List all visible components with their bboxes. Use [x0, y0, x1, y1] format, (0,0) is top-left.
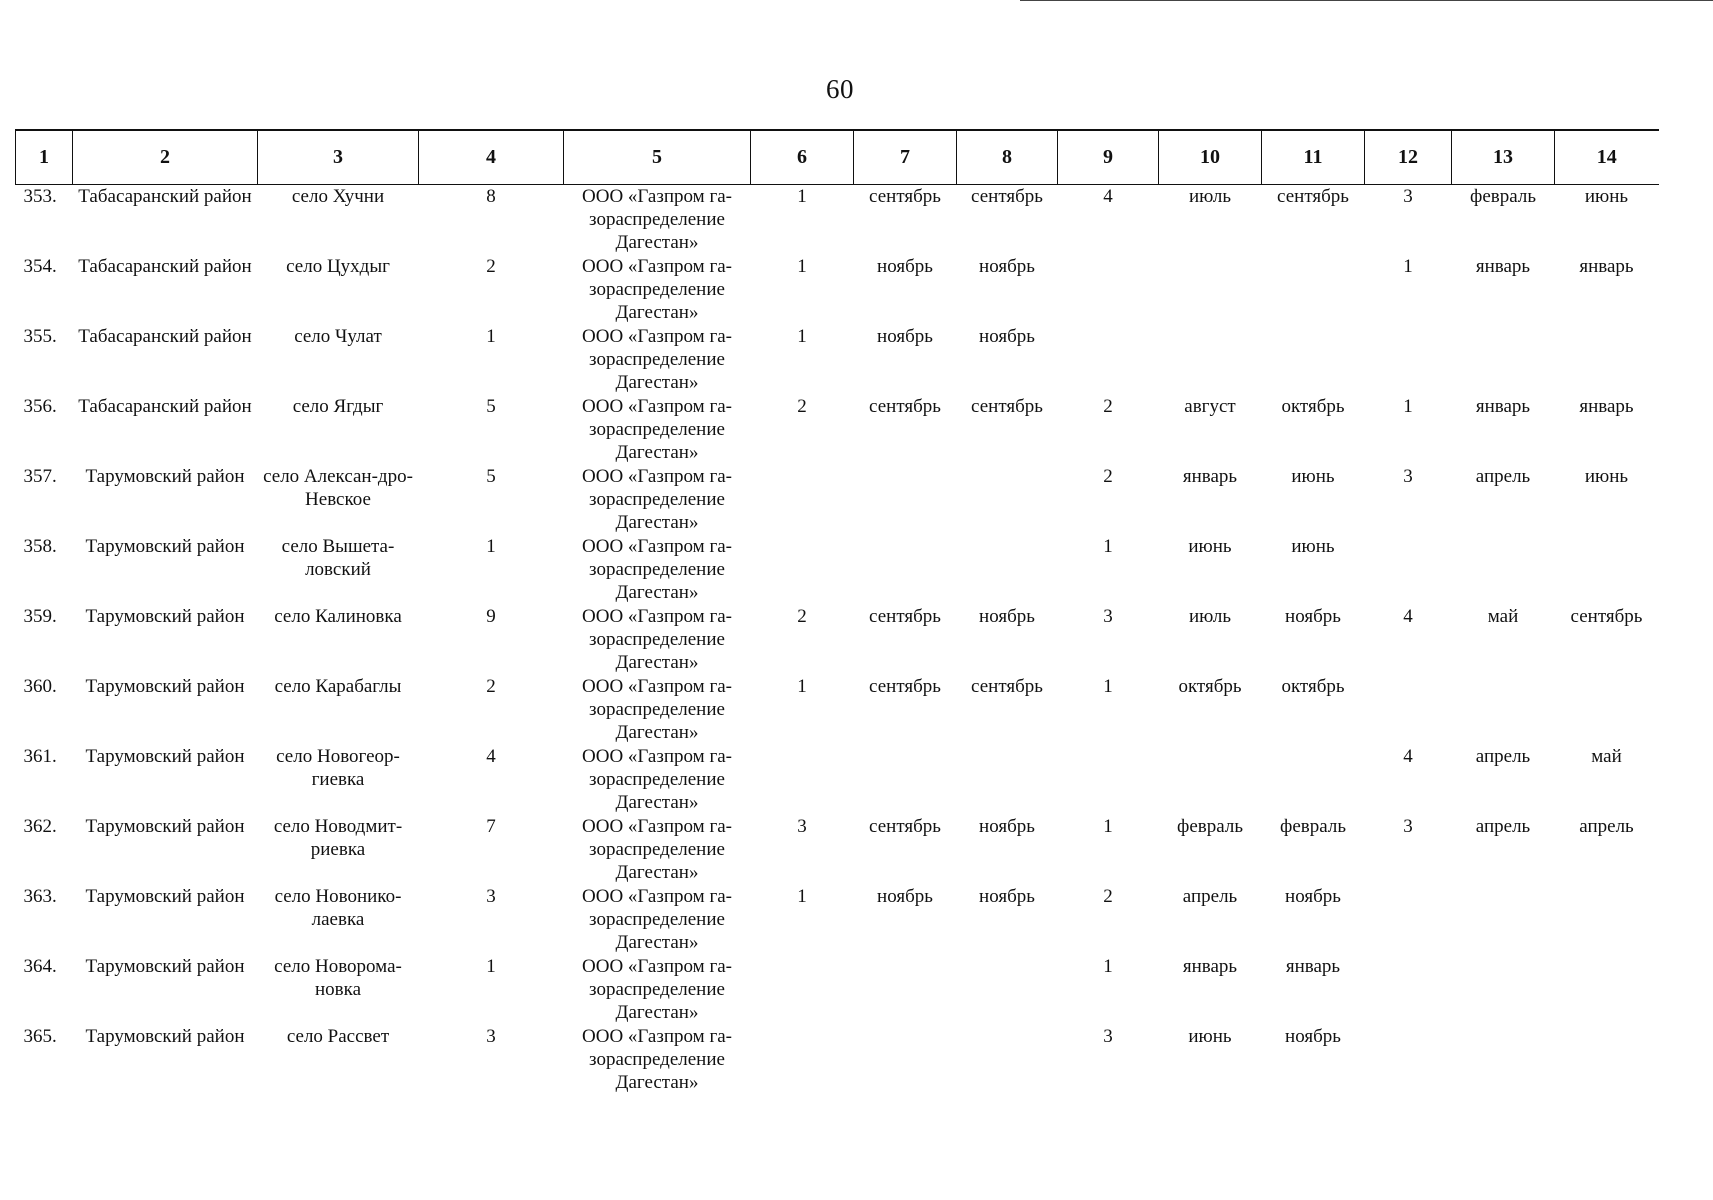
schedule-cell-c9	[1058, 255, 1159, 325]
count-cell: 1	[486, 956, 496, 977]
schedule-cell-c8: ноябрь	[979, 886, 1035, 907]
count-cell: 3	[486, 1026, 496, 1047]
settlement-cell: село Новорома-новка	[274, 956, 402, 1000]
schedule-cell-c14	[1555, 1025, 1659, 1095]
organization-line: зораспределение	[589, 909, 725, 930]
settlement-cell: село Новогеор-гиевка	[276, 746, 400, 790]
organization-line: ООО «Газпром га-	[582, 606, 732, 627]
schedule-cell-c9	[1058, 745, 1159, 815]
organization-line: ООО «Газпром га-	[582, 466, 732, 487]
schedule-cell-c12: 3	[1403, 466, 1413, 487]
schedule-cell-c10: июнь	[1188, 536, 1232, 557]
schedule-cell-c14: июнь	[1584, 466, 1629, 487]
schedule-cell-c13	[1452, 325, 1555, 395]
organization-cell	[564, 675, 751, 745]
schedule-cell-c12: 3	[1403, 186, 1413, 207]
count-cell: 1	[486, 536, 496, 557]
district-cell: Табасаранский район	[78, 326, 252, 347]
organization-cell	[564, 465, 751, 535]
schedule-cell-c7	[854, 465, 957, 535]
schedule-cell-c10: октябрь	[1178, 676, 1242, 697]
organization-line: зораспределение	[589, 279, 725, 300]
schedule-cell-c8	[957, 1025, 1058, 1095]
schedule-cell-c6	[751, 535, 854, 605]
district-cell: Тарумовский район	[85, 676, 245, 697]
schedule-cell-c12	[1365, 535, 1452, 605]
organization-line: зораспределение	[589, 559, 725, 580]
schedule-cell-c9: 2	[1103, 466, 1113, 487]
page-number: 60	[826, 74, 854, 104]
row-number-cell: 355.	[23, 326, 57, 347]
schedule-cell-c11	[1262, 255, 1365, 325]
table-row	[16, 745, 1659, 815]
column-header: 5	[564, 130, 751, 185]
schedule-cell-c14	[1555, 535, 1659, 605]
schedule-cell-c7	[854, 535, 957, 605]
schedule-cell-c11	[1262, 745, 1365, 815]
schedule-cell-c6: 2	[797, 606, 807, 627]
organization-line: зораспределение	[589, 839, 725, 860]
organization-line: зораспределение	[589, 489, 725, 510]
schedule-cell-c10	[1159, 325, 1262, 395]
top-rule	[1020, 0, 1713, 1]
organization-line: Дагестан»	[615, 932, 699, 953]
schedule-cell-c10: июль	[1188, 186, 1232, 207]
table-row	[16, 185, 1659, 256]
district-cell: Тарумовский район	[85, 956, 245, 977]
organization-line: ООО «Газпром га-	[582, 886, 732, 907]
row-number-cell: 357.	[23, 466, 57, 487]
row-number-cell: 364.	[23, 956, 57, 977]
schedule-cell-c8: ноябрь	[979, 816, 1035, 837]
schedule-cell-c13: май	[1487, 606, 1519, 627]
schedule-cell-c11: ноябрь	[1285, 1026, 1341, 1047]
count-cell: 9	[486, 606, 496, 627]
schedule-cell-c12	[1365, 675, 1452, 745]
table-row	[16, 815, 1659, 885]
organization-line: зораспределение	[589, 699, 725, 720]
row-number-cell: 356.	[23, 396, 57, 417]
schedule-cell-c9	[1058, 325, 1159, 395]
schedule-cell-c13: апрель	[1475, 816, 1531, 837]
organization-line: Дагестан»	[615, 862, 699, 883]
schedule-cell-c6: 2	[797, 396, 807, 417]
column-header: 7	[854, 130, 957, 185]
organization-cell	[564, 815, 751, 885]
schedule-cell-c8	[957, 535, 1058, 605]
schedule-cell-c6	[751, 1025, 854, 1095]
schedule-cell-c9: 3	[1103, 1026, 1113, 1047]
organization-line: зораспределение	[589, 419, 725, 440]
schedule-cell-c11	[1262, 325, 1365, 395]
schedule-cell-c9: 3	[1103, 606, 1113, 627]
schedule-cell-c12: 4	[1403, 606, 1413, 627]
schedule-cell-c13	[1452, 1025, 1555, 1095]
schedule-cell-c12: 1	[1403, 396, 1413, 417]
table-row	[16, 955, 1659, 1025]
schedule-cell-c12: 4	[1403, 746, 1413, 767]
schedule-cell-c6	[751, 955, 854, 1025]
district-cell: Тарумовский район	[85, 886, 245, 907]
organization-line: Дагестан»	[615, 302, 699, 323]
schedule-cell-c6	[751, 745, 854, 815]
schedule-cell-c6: 1	[797, 256, 807, 277]
settlement-cell: село Новодмит-риевка	[273, 816, 403, 860]
organization-cell	[564, 955, 751, 1025]
schedule-cell-c8: ноябрь	[979, 256, 1035, 277]
organization-line: Дагестан»	[615, 1072, 699, 1093]
column-header: 14	[1555, 130, 1659, 185]
organization-line: зораспределение	[589, 349, 725, 370]
organization-line: Дагестан»	[615, 722, 699, 743]
schedule-cell-c13: январь	[1475, 396, 1531, 417]
organization-line: Дагестан»	[615, 232, 699, 253]
column-header: 12	[1365, 130, 1452, 185]
schedule-cell-c11: октябрь	[1281, 676, 1345, 697]
schedule-cell-c12	[1365, 955, 1452, 1025]
schedule-cell-c11: сентябрь	[1277, 186, 1349, 207]
schedule-cell-c9: 2	[1103, 886, 1113, 907]
settlement-cell: село Чулат	[294, 326, 382, 347]
settlement-cell: село Хучни	[291, 186, 385, 207]
schedule-cell-c8: сентябрь	[971, 396, 1043, 417]
organization-line: ООО «Газпром га-	[582, 396, 732, 417]
schedule-table	[15, 129, 1659, 1095]
organization-line: Дагестан»	[615, 582, 699, 603]
column-header: 3	[258, 130, 419, 185]
table-row	[16, 885, 1659, 955]
schedule-cell-c14: январь	[1579, 396, 1634, 417]
schedule-cell-c14: сентябрь	[1570, 606, 1643, 627]
schedule-cell-c14: май	[1591, 746, 1622, 767]
organization-line: Дагестан»	[615, 1002, 699, 1023]
row-number-cell: 353.	[23, 186, 57, 207]
table-row	[16, 535, 1659, 605]
settlement-cell: село Калиновка	[274, 606, 402, 627]
table-row	[16, 325, 1659, 395]
schedule-cell-c6: 1	[797, 886, 807, 907]
schedule-cell-c10	[1159, 255, 1262, 325]
table-row	[16, 1025, 1659, 1095]
organization-line: зораспределение	[589, 979, 725, 1000]
schedule-cell-c10: январь	[1182, 956, 1238, 977]
table-row	[16, 465, 1659, 535]
organization-line: ООО «Газпром га-	[582, 1026, 732, 1047]
organization-line: Дагестан»	[615, 372, 699, 393]
schedule-cell-c12: 1	[1403, 256, 1413, 277]
schedule-cell-c11: январь	[1285, 956, 1341, 977]
district-cell: Табасаранский район	[78, 186, 252, 207]
organization-line: Дагестан»	[615, 652, 699, 673]
organization-line: Дагестан»	[615, 442, 699, 463]
district-cell: Тарумовский район	[85, 816, 245, 837]
schedule-cell-c6: 3	[797, 816, 807, 837]
schedule-cell-c11: июнь	[1291, 536, 1335, 557]
organization-line: ООО «Газпром га-	[582, 746, 732, 767]
table-header-row	[16, 130, 1659, 185]
schedule-cell-c10	[1159, 745, 1262, 815]
schedule-cell-c12	[1365, 885, 1452, 955]
schedule-cell-c7: ноябрь	[877, 256, 933, 277]
schedule-cell-c13	[1452, 955, 1555, 1025]
column-header: 1	[16, 130, 73, 185]
schedule-cell-c7	[854, 1025, 957, 1095]
organization-line: зораспределение	[589, 629, 725, 650]
schedule-cell-c14	[1555, 675, 1659, 745]
organization-cell	[564, 535, 751, 605]
count-cell: 2	[486, 676, 496, 697]
schedule-cell-c10: январь	[1182, 466, 1238, 487]
schedule-cell-c11: ноябрь	[1285, 886, 1341, 907]
schedule-cell-c9: 1	[1103, 676, 1113, 697]
settlement-cell: село Алексан-дро-Невское	[263, 466, 413, 510]
column-header: 2	[73, 130, 258, 185]
schedule-cell-c13: апрель	[1475, 746, 1531, 767]
schedule-cell-c10: апрель	[1182, 886, 1238, 907]
organization-line: Дагестан»	[615, 512, 699, 533]
row-number-cell: 358.	[23, 536, 57, 557]
settlement-cell: село Вышета-ловский	[281, 536, 395, 580]
organization-line: зораспределение	[589, 769, 725, 790]
organization-cell	[564, 885, 751, 955]
row-number-cell: 365.	[23, 1026, 57, 1047]
schedule-cell-c8	[957, 745, 1058, 815]
schedule-cell-c14: июнь	[1584, 186, 1629, 207]
schedule-cell-c12	[1365, 325, 1452, 395]
schedule-cell-c13: апрель	[1475, 466, 1531, 487]
table-row	[16, 255, 1659, 325]
district-cell: Тарумовский район	[85, 746, 245, 767]
district-cell: Тарумовский район	[85, 466, 245, 487]
schedule-cell-c8: сентябрь	[971, 676, 1043, 697]
organization-cell	[564, 605, 751, 675]
count-cell: 7	[486, 816, 496, 837]
organization-line: ООО «Газпром га-	[582, 536, 732, 557]
organization-cell	[564, 745, 751, 815]
schedule-cell-c13	[1452, 885, 1555, 955]
column-header: 6	[751, 130, 854, 185]
schedule-cell-c14	[1555, 325, 1659, 395]
count-cell: 3	[486, 886, 496, 907]
schedule-cell-c11: февраль	[1280, 816, 1346, 837]
schedule-cell-c14: апрель	[1579, 816, 1634, 837]
count-cell: 5	[486, 396, 496, 417]
count-cell: 5	[486, 466, 496, 487]
organization-line: зораспределение	[589, 1049, 725, 1070]
settlement-cell: село Цухдыг	[286, 256, 390, 277]
row-number-cell: 360.	[23, 676, 57, 697]
district-cell: Тарумовский район	[85, 536, 245, 557]
schedule-cell-c10: август	[1184, 396, 1236, 417]
schedule-cell-c7: ноябрь	[877, 326, 933, 347]
count-cell: 1	[486, 326, 496, 347]
organization-cell	[564, 395, 751, 465]
schedule-cell-c9: 1	[1103, 816, 1113, 837]
schedule-cell-c11: ноябрь	[1285, 606, 1341, 627]
district-cell: Тарумовский район	[85, 1026, 245, 1047]
settlement-cell: село Новонико-лаевка	[274, 886, 402, 930]
settlement-cell: село Ягдыг	[292, 396, 384, 417]
schedule-cell-c9: 2	[1103, 396, 1113, 417]
organization-line: ООО «Газпром га-	[582, 326, 732, 347]
schedule-cell-c13	[1452, 535, 1555, 605]
count-cell: 4	[486, 746, 496, 767]
organization-line: ООО «Газпром га-	[582, 676, 732, 697]
schedule-cell-c11: октябрь	[1281, 396, 1345, 417]
schedule-cell-c7: сентябрь	[869, 606, 941, 627]
table-row	[16, 605, 1659, 675]
organization-line: ООО «Газпром га-	[582, 256, 732, 277]
schedule-cell-c7: сентябрь	[869, 676, 941, 697]
schedule-cell-c8: ноябрь	[979, 326, 1035, 347]
column-header: 10	[1159, 130, 1262, 185]
schedule-cell-c10: июль	[1188, 606, 1232, 627]
schedule-cell-c9: 1	[1103, 956, 1113, 977]
schedule-cell-c12	[1365, 1025, 1452, 1095]
organization-cell	[564, 325, 751, 395]
row-number-cell: 359.	[23, 606, 57, 627]
row-number-cell: 361.	[23, 746, 57, 767]
organization-cell	[564, 1025, 751, 1095]
settlement-cell: село Рассвет	[286, 1026, 390, 1047]
schedule-cell-c7: ноябрь	[877, 886, 933, 907]
schedule-cell-c7	[854, 955, 957, 1025]
table-row	[16, 395, 1659, 465]
district-cell: Табасаранский район	[78, 396, 252, 417]
column-header: 8	[957, 130, 1058, 185]
organization-line: зораспределение	[589, 209, 725, 230]
organization-line: ООО «Газпром га-	[582, 816, 732, 837]
schedule-cell-c8	[957, 955, 1058, 1025]
organization-line: ООО «Газпром га-	[582, 956, 732, 977]
schedule-cell-c11: июнь	[1291, 466, 1335, 487]
organization-line: Дагестан»	[615, 792, 699, 813]
table-row	[16, 675, 1659, 745]
schedule-cell-c14	[1555, 955, 1659, 1025]
table-body	[16, 185, 1659, 1096]
schedule-cell-c9: 4	[1103, 186, 1113, 207]
schedule-cell-c10: февраль	[1177, 816, 1243, 837]
column-header: 13	[1452, 130, 1555, 185]
schedule-cell-c7: сентябрь	[869, 816, 941, 837]
schedule-cell-c13: февраль	[1470, 186, 1536, 207]
schedule-cell-c8: сентябрь	[971, 186, 1043, 207]
schedule-cell-c7: сентябрь	[869, 396, 941, 417]
count-cell: 8	[486, 186, 496, 207]
schedule-cell-c9: 1	[1103, 536, 1113, 557]
column-header: 11	[1262, 130, 1365, 185]
schedule-cell-c13: январь	[1475, 256, 1531, 277]
schedule-cell-c14	[1555, 885, 1659, 955]
schedule-cell-c6: 1	[797, 186, 807, 207]
row-number-cell: 363.	[23, 886, 57, 907]
schedule-cell-c13	[1452, 675, 1555, 745]
schedule-cell-c6	[751, 465, 854, 535]
row-number-cell: 362.	[23, 816, 57, 837]
schedule-cell-c8	[957, 465, 1058, 535]
organization-cell	[564, 185, 751, 256]
schedule-cell-c6: 1	[797, 676, 807, 697]
district-cell: Тарумовский район	[85, 606, 245, 627]
schedule-cell-c10: июнь	[1188, 1026, 1232, 1047]
schedule-cell-c6: 1	[797, 326, 807, 347]
row-number-cell: 354.	[23, 256, 57, 277]
settlement-cell: село Карабаглы	[274, 676, 402, 697]
schedule-cell-c8: ноябрь	[979, 606, 1035, 627]
schedule-cell-c14: январь	[1579, 256, 1634, 277]
schedule-cell-c7: сентябрь	[869, 186, 941, 207]
count-cell: 2	[486, 256, 496, 277]
organization-cell	[564, 255, 751, 325]
schedule-cell-c7	[854, 745, 957, 815]
column-header: 9	[1058, 130, 1159, 185]
organization-line: ООО «Газпром га-	[582, 186, 732, 207]
column-header: 4	[419, 130, 564, 185]
schedule-cell-c12: 3	[1403, 816, 1413, 837]
district-cell: Табасаранский район	[78, 256, 252, 277]
